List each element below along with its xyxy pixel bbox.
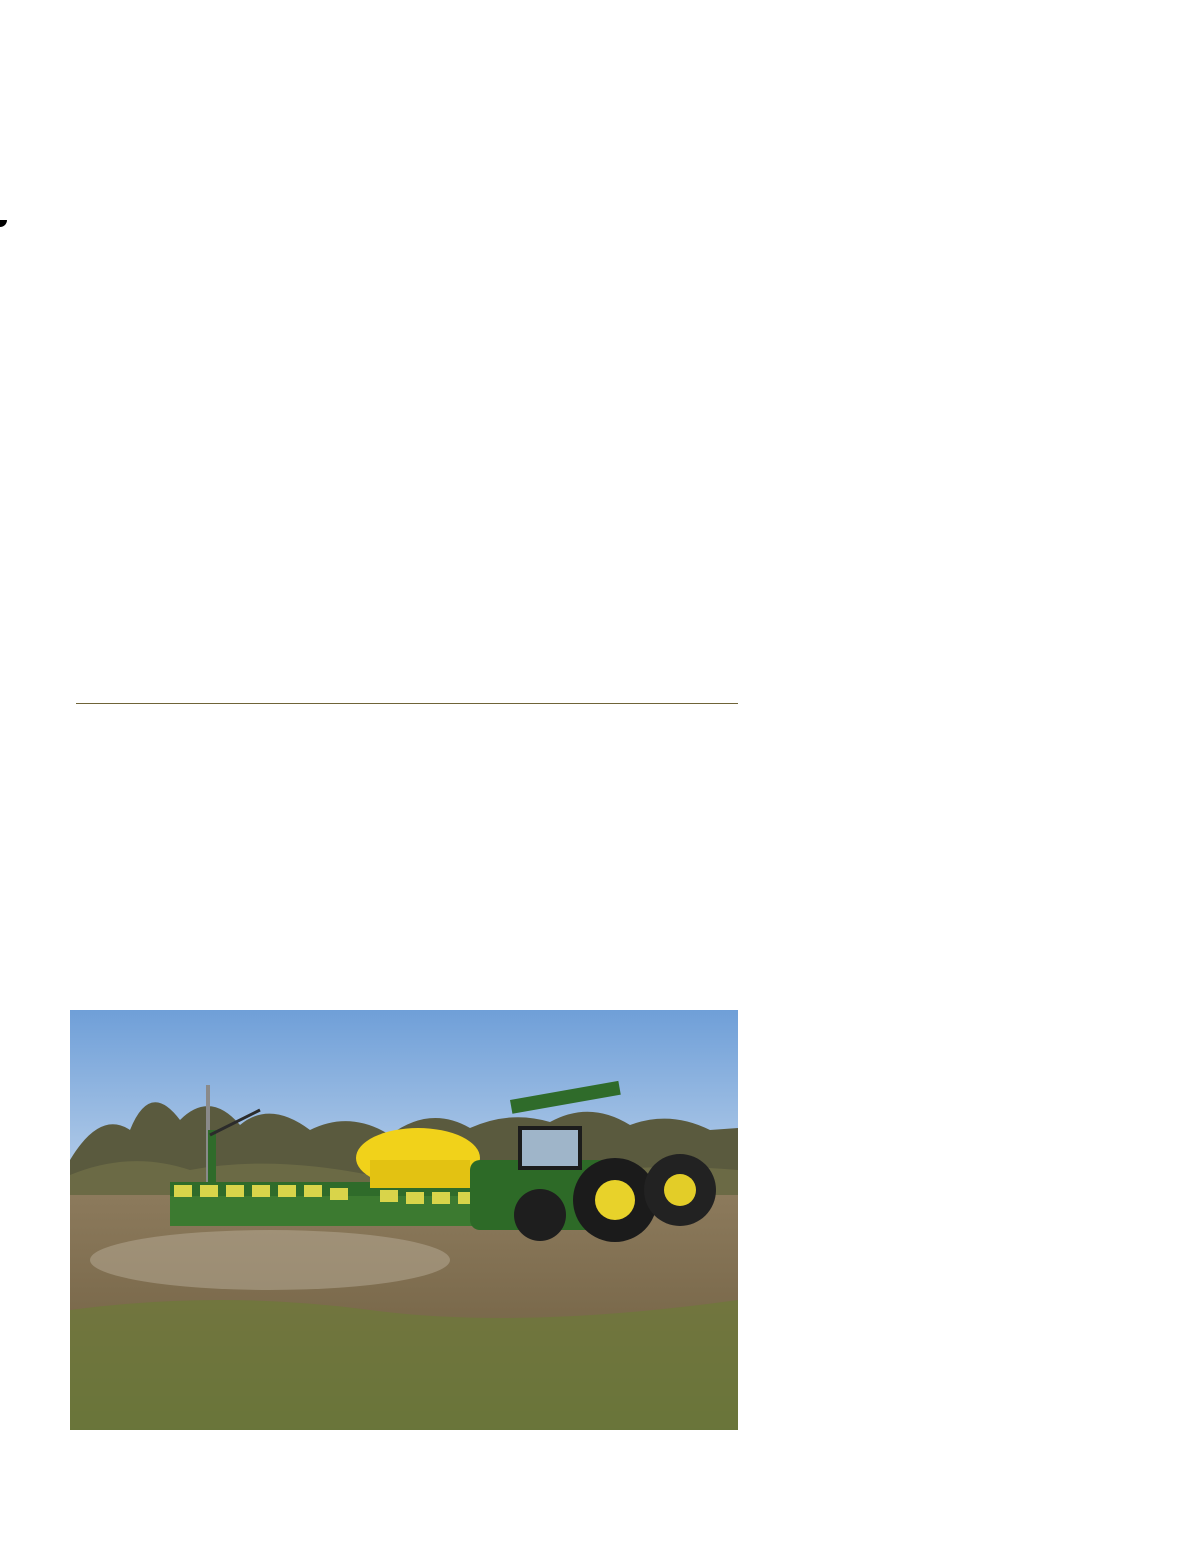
planter-photo (70, 1010, 738, 1430)
planter-photo-illustration (70, 1010, 738, 1430)
article-column-3 (777, 633, 1097, 653)
rainfall-chart (0, 220, 1200, 590)
last-point-marker (0, 220, 7, 227)
caption-divider (76, 703, 738, 704)
article-column-2 (424, 737, 744, 757)
